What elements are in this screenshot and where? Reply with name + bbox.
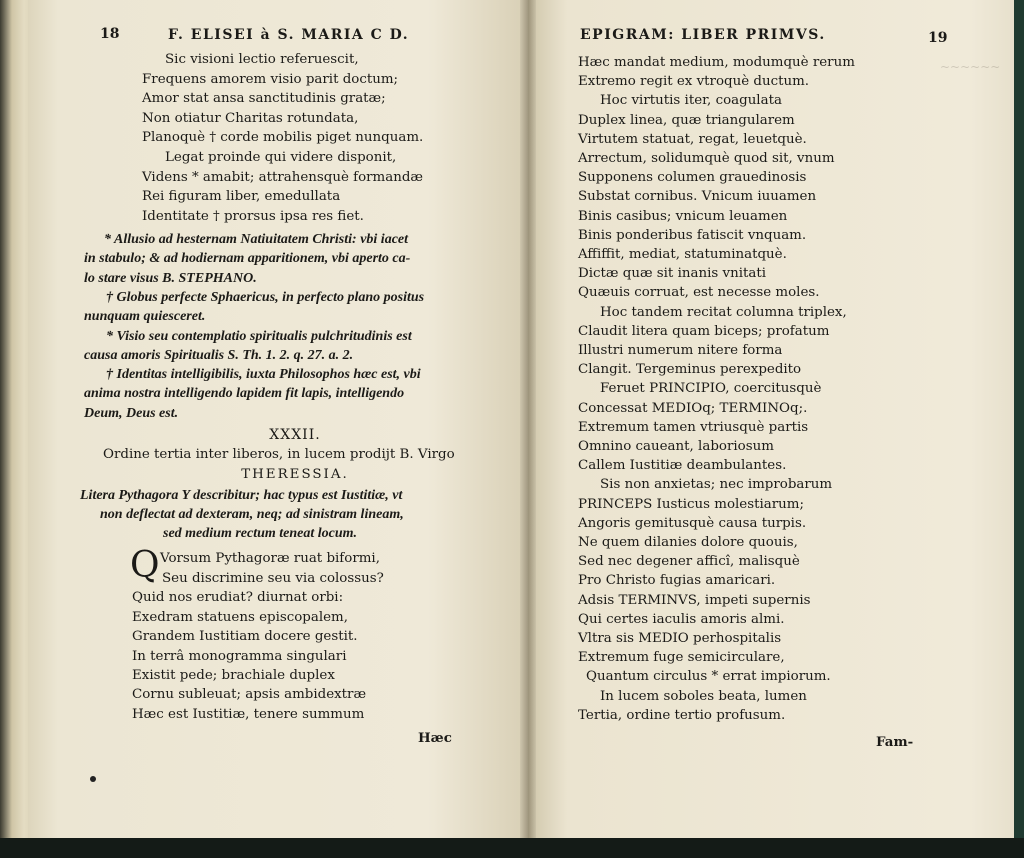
text-line: † Globus perfecte Sphaericus, in perfecto plano positus bbox=[106, 289, 425, 305]
section-number: XXXII. bbox=[269, 427, 321, 443]
left-catchword: Hæc bbox=[418, 730, 452, 746]
text-line: Extremo regit ex vtroquè ductum. bbox=[578, 74, 810, 90]
text-line: Hæc mandat medium, modumquè rerum bbox=[578, 55, 855, 70]
text-line: Virtutem statuat, regat, leuetquè. bbox=[578, 131, 807, 147]
text-line: Legat proinde qui videre disponit, bbox=[165, 150, 397, 165]
text-line: anima nostra intelligendo lapidem fit lapis, intelligendo bbox=[84, 386, 405, 402]
text-line: PRINCEPS Iusticus molestiarum; bbox=[578, 496, 804, 512]
text-line: Omnino caueant, laboriosum bbox=[578, 439, 774, 454]
text-line: Hæc est Iustitiæ, tenere summum bbox=[132, 706, 365, 722]
text-line: Cornu subleuat; apsis ambidextræ bbox=[132, 687, 367, 703]
text-line: Binis casibus; vnicum leuamen bbox=[578, 208, 788, 224]
left-page-number: 18 bbox=[100, 26, 120, 42]
text-line: Ne quem dilanies dolore quouis, bbox=[578, 535, 798, 550]
text-line: lo stare visus B. STEPHANO. bbox=[84, 270, 257, 286]
text-line: Sed nec degener afficî, malisquè bbox=[578, 554, 800, 570]
text-line: Videns * amabit; attrahensquè formandæ bbox=[142, 169, 424, 185]
section-note-line: Litera Pythagora Y describitur; hac typus est Iustitiæ, vt bbox=[80, 488, 403, 503]
text-line: Extremum tamen vtriusquè partis bbox=[578, 419, 809, 435]
text-line: Identitate † prorsus ipsa res fiet. bbox=[142, 208, 364, 224]
left-running-head: F. ELISEI à S. MARIA C D. bbox=[168, 27, 410, 43]
poem-first-line: Vorsum Pythagoræ ruat biformi, bbox=[160, 551, 380, 566]
section-note-line: non deflectat ad dexteram, neq; ad sinistram lineam, bbox=[100, 507, 404, 522]
text-line: Quæuis corruat, est necesse moles. bbox=[578, 285, 820, 301]
text-line: Duplex linea, quæ triangularem bbox=[578, 112, 795, 128]
bottom-shadow bbox=[0, 838, 1024, 858]
text-line: Clangit. Tergeminus perexpedito bbox=[578, 362, 802, 378]
right-running-head: EPIGRAM: LIBER PRIMVS. bbox=[580, 27, 826, 43]
text-line: Hoc tandem recitat columna triplex, bbox=[600, 304, 847, 320]
text-line: Dictæ quæ sit inanis vnitati bbox=[578, 266, 766, 282]
text-line: Extremum fuge semicirculare, bbox=[578, 650, 785, 666]
text-line: Tertia, ordine tertio profusum. bbox=[578, 707, 786, 723]
text-line: causa amoris Spiritualis S. Th. 1. 2. q. 27. a. 2. bbox=[84, 347, 354, 363]
section-note-line: sed medium rectum teneat locum. bbox=[163, 526, 358, 541]
text-line: Existit pede; brachiale duplex bbox=[132, 668, 335, 683]
text-line: Concessat MEDIOq; TERMINOq;. bbox=[578, 400, 808, 416]
text-line: Sis non anxietas; nec improbarum bbox=[600, 477, 833, 493]
text-line: * Visio seu contemplatio spiritualis pulchritudinis est bbox=[106, 328, 412, 344]
text-line: Amor stat ansa sanctitudinis gratæ; bbox=[142, 91, 386, 107]
text-line: Vltra sis MEDIO perhospitalis bbox=[578, 631, 782, 646]
text-line: In lucem soboles beata, lumen bbox=[600, 688, 807, 704]
book-gutter bbox=[520, 0, 536, 840]
text-line: Angoris gemitusquè causa turpis. bbox=[578, 515, 807, 531]
section-intro-line: Ordine tertia inter liberos, in lucem prodijt B. Virgo bbox=[103, 447, 455, 462]
text-line: Illustri numerum nitere forma bbox=[578, 343, 783, 358]
text-line: Adsis TERMINVS, impeti supernis bbox=[578, 592, 811, 608]
text-line: † Identitas intelligibilis, iuxta Philosophos hæc est, vbi bbox=[106, 367, 421, 383]
text-line: Substat cornibus. Vnicum iuuamen bbox=[578, 189, 817, 205]
ink-spot bbox=[90, 776, 96, 782]
text-line: Grandem Iustitiam docere gestit. bbox=[132, 629, 358, 645]
text-line: Claudit litera quam biceps; profatum bbox=[578, 323, 830, 339]
right-edge bbox=[1014, 0, 1024, 858]
text-line: Feruet PRINCIPIO, coercitusquè bbox=[600, 381, 822, 397]
text-line: Callem Iustitiæ deambulantes. bbox=[578, 458, 787, 474]
right-page-number: 19 bbox=[928, 30, 948, 46]
text-line: Seu discrimine seu via colossus? bbox=[162, 571, 384, 586]
text-line: Arrectum, solidumquè quod sit, vnum bbox=[578, 151, 835, 166]
bleed-through: ~~~~~~ bbox=[940, 60, 1001, 74]
text-line: In terrâ monogramma singulari bbox=[132, 648, 347, 664]
text-line: Pro Christo fugias amaricari. bbox=[578, 573, 776, 589]
drop-cap: Q bbox=[130, 545, 160, 586]
text-line: Binis ponderibus fatiscit vnquam. bbox=[578, 227, 807, 243]
text-line: Planoquè † corde mobilis piget nunquam. bbox=[142, 130, 424, 146]
section-intro-line: THERESSIA. bbox=[241, 467, 349, 482]
text-line: in stabulo; & ad hodiernam apparitionem, vbi aperto ca- bbox=[84, 251, 411, 267]
text-line: Exedram statuens episcopalem, bbox=[132, 609, 349, 625]
text-line: Rei figuram liber, emedullata bbox=[142, 189, 341, 205]
text-line: Sic visioni lectio referuescit, bbox=[165, 52, 359, 67]
text-line: Frequens amorem visio parit doctum; bbox=[142, 71, 399, 87]
text-line: Deum, Deus est. bbox=[84, 405, 179, 421]
text-line: Quantum circulus * errat impiorum. bbox=[586, 669, 831, 685]
text-line: nunquam quiesceret. bbox=[84, 309, 206, 325]
text-line: * Allusio ad hesternam Natiuitatem Christi: vbi iacet bbox=[104, 232, 409, 247]
text-line: Hoc virtutis iter, coagulata bbox=[600, 93, 782, 109]
text-line: Supponens columen grauedinosis bbox=[578, 170, 807, 186]
right-catchword: Fam- bbox=[876, 734, 914, 750]
text-line: Affiffit, mediat, statuminatquè. bbox=[578, 247, 787, 262]
text-line: Non otiatur Charitas rotundata, bbox=[142, 110, 359, 126]
text-line: Quid nos erudiat? diurnat orbi: bbox=[132, 590, 344, 606]
text-line: Qui certes iaculis amoris almi. bbox=[578, 611, 785, 627]
